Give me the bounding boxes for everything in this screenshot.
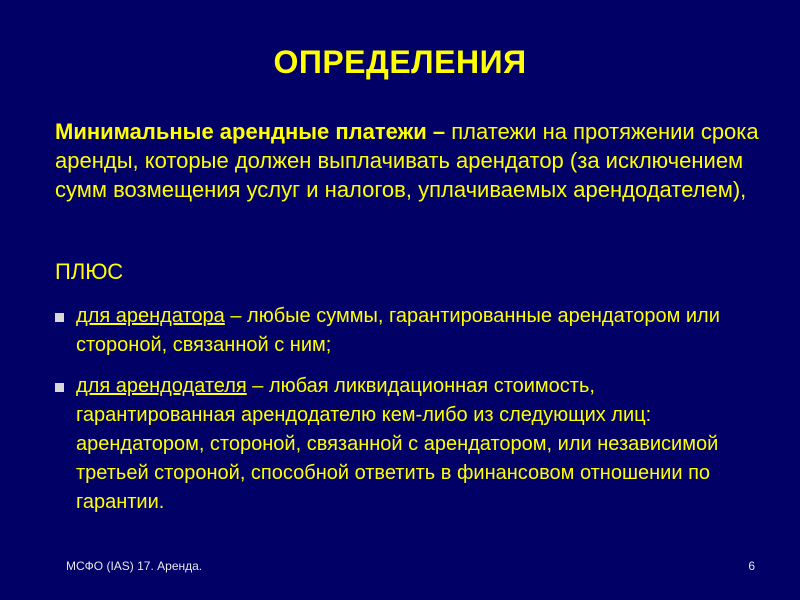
page-number: 6	[748, 559, 755, 573]
square-bullet-icon	[55, 383, 64, 392]
bullet-text	[76, 372, 755, 517]
definition-text: платежи на протяжении срока аренды, которые должен выплачивать арендатор (за исключением сумм возмещения услуг и налогов, уплачиваемых арендодателем),	[55, 119, 759, 202]
slide-title: ОПРЕДЕЛЕНИЯ	[273, 44, 527, 80]
bullet-item-lessor	[55, 372, 755, 517]
bullet-text	[76, 302, 755, 360]
bullet-term: для арендатора	[76, 305, 225, 327]
bullet-description: – любые суммы, гарантированные арендатором или стороной, связанной с ним;	[76, 305, 720, 356]
footer-source: МСФО (IAS) 17. Аренда.	[66, 559, 203, 573]
bullet-description: – любая ликвидационная стоимость, гарантированная арендодателю кем-либо из следующих лиц: арендатором, стороной, связанной с арендатором, или независимой третьей стороной, способной ответить в финансовом отношении по гарантии.	[76, 375, 719, 513]
bullet-item-lessee	[55, 302, 755, 360]
bullet-term: для арендодателя	[76, 375, 247, 397]
definition-paragraph	[55, 117, 775, 204]
definition-term: Минимальные арендные платежи –	[55, 119, 446, 144]
plus-label: ПЛЮС	[55, 259, 124, 284]
square-bullet-icon	[55, 313, 64, 322]
